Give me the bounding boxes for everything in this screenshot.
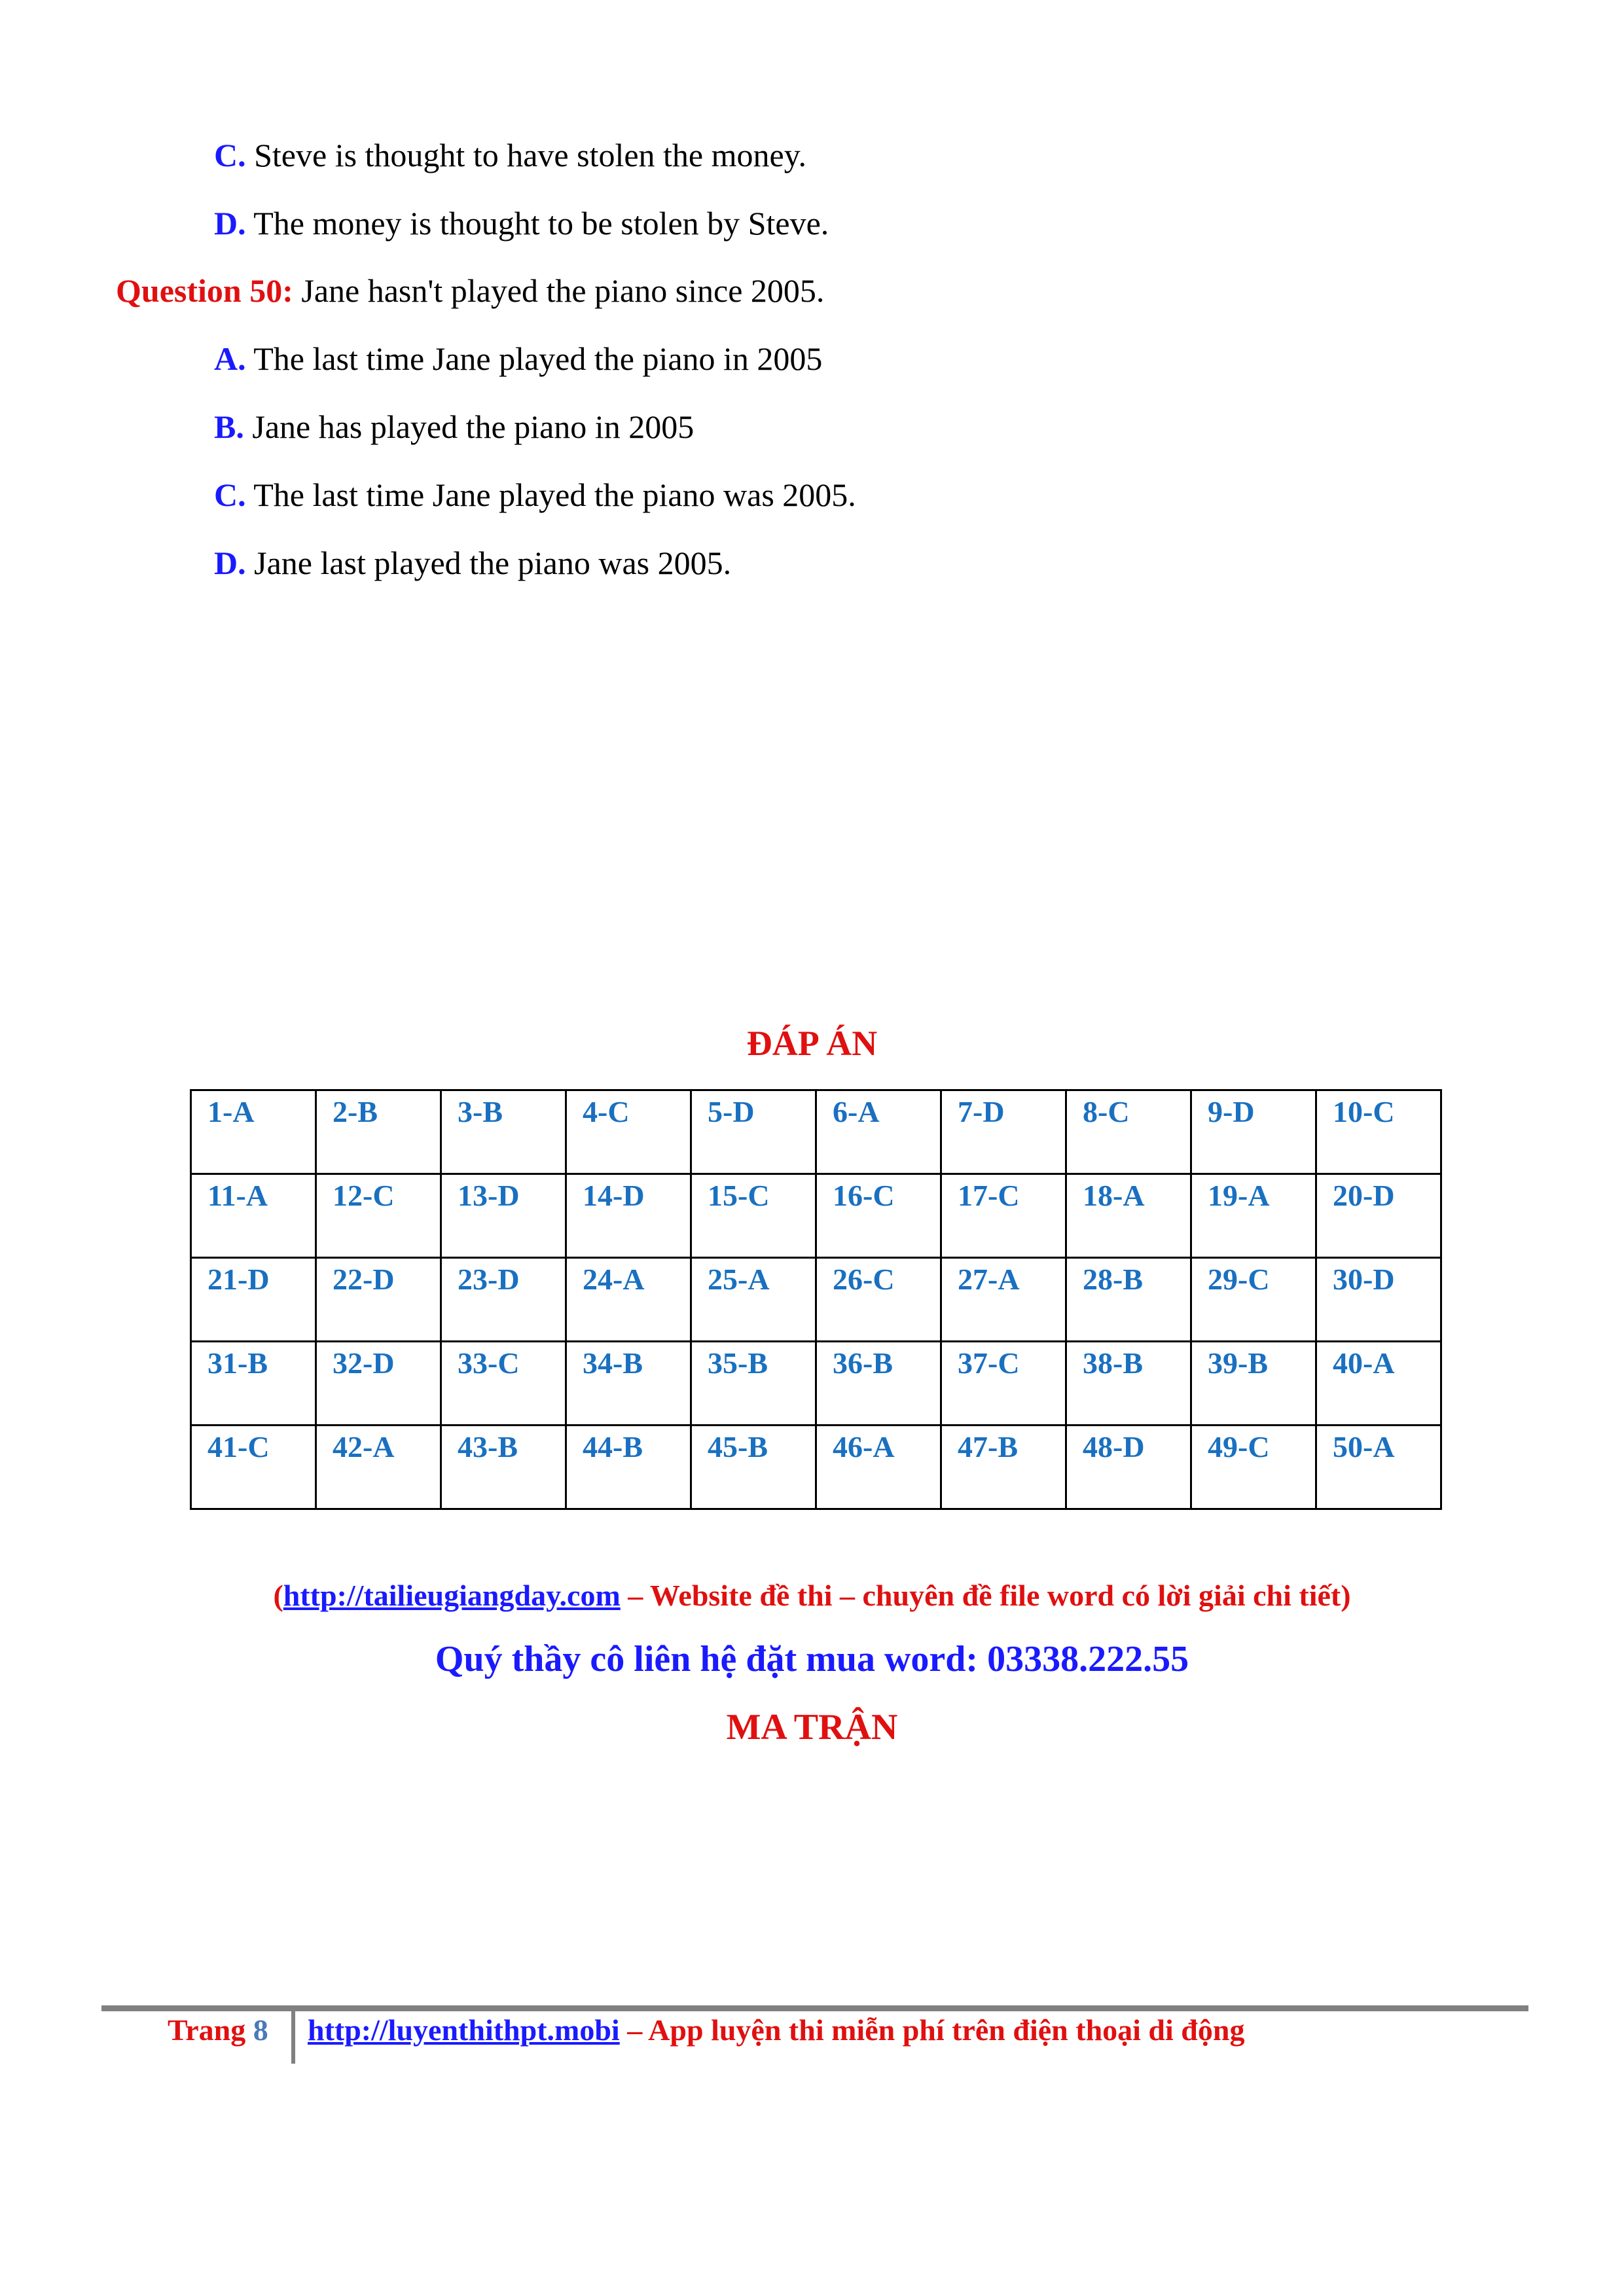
website-description: – Website đề thi – chuyên đề file word có lời giải chi tiết) [620, 1579, 1351, 1612]
answer-cell: 42-A [316, 1426, 441, 1509]
answer-cell: 24-A [566, 1258, 691, 1342]
answer-cell: 26-C [816, 1258, 941, 1342]
answer-cell: 41-C [191, 1426, 316, 1509]
answer-cell: 48-D [1066, 1426, 1191, 1509]
option-text: Steve is thought to have stolen the money. [245, 137, 806, 173]
footer-text [308, 2012, 1244, 2049]
question-label: Question 50: [116, 272, 293, 309]
answer-cell: 21-D [191, 1258, 316, 1342]
answer-cell: 11-A [191, 1174, 316, 1258]
open-paren: ( [273, 1579, 283, 1612]
answer-cell: 19-A [1191, 1174, 1316, 1258]
answer-cell: 22-D [316, 1258, 441, 1342]
answer-cell: 46-A [816, 1426, 941, 1509]
answer-cell: 12-C [316, 1174, 441, 1258]
answer-key-title: ĐÁP ÁN [746, 1024, 878, 1063]
option-text: The last time Jane played the piano was 2005. [245, 476, 856, 513]
question-50 [116, 271, 824, 310]
answer-cell: 9-D [1191, 1090, 1316, 1174]
answer-cell: 25-A [691, 1258, 816, 1342]
contact-line: Quý thầy cô liên hệ đặt mua word: 03338.222.55 [435, 1639, 1189, 1679]
option-letter: A. [214, 340, 246, 377]
answer-cell: 36-B [816, 1342, 941, 1426]
footer-rule [101, 2005, 1528, 2011]
option-letter: D. [214, 205, 246, 242]
table-row [191, 1426, 1441, 1509]
answer-cell: 3-B [441, 1090, 566, 1174]
option-text: The money is thought to be stolen by Steve. [245, 205, 829, 242]
answer-cell: 49-C [1191, 1426, 1316, 1509]
answer-cell: 23-D [441, 1258, 566, 1342]
option-c [214, 475, 856, 514]
option-letter: B. [214, 408, 244, 445]
option-letter: C. [214, 476, 246, 513]
option-b [214, 407, 694, 446]
answer-cell: 37-C [941, 1342, 1066, 1426]
answer-cell: 18-A [1066, 1174, 1191, 1258]
option-text: The last time Jane played the piano in 2005 [245, 340, 823, 377]
option-text: Jane last played the piano was 2005. [245, 545, 732, 581]
option-d [214, 543, 731, 583]
answer-cell: 14-D [566, 1174, 691, 1258]
website-link[interactable]: http://tailieugiangday.com [283, 1579, 621, 1612]
footer-link[interactable]: http://luyenthithpt.mobi [308, 2013, 620, 2047]
answer-cell: 39-B [1191, 1342, 1316, 1426]
answer-cell: 13-D [441, 1174, 566, 1258]
answer-cell: 20-D [1316, 1174, 1441, 1258]
page-number [168, 2012, 268, 2049]
answer-cell: 40-A [1316, 1342, 1441, 1426]
page-number-value: 8 [253, 2013, 268, 2047]
answer-cell: 30-D [1316, 1258, 1441, 1342]
answer-cell: 47-B [941, 1426, 1066, 1509]
answer-cell: 16-C [816, 1174, 941, 1258]
answer-cell: 29-C [1191, 1258, 1316, 1342]
footer-description: – App luyện thi miễn phí trên điện thoại di động [619, 2013, 1245, 2047]
answer-cell: 32-D [316, 1342, 441, 1426]
answer-cell: 2-B [316, 1090, 441, 1174]
answer-cell: 33-C [441, 1342, 566, 1426]
option-letter: D. [214, 545, 246, 581]
answer-cell: 31-B [191, 1342, 316, 1426]
answer-cell: 50-A [1316, 1426, 1441, 1509]
answer-cell: 4-C [566, 1090, 691, 1174]
table-row [191, 1090, 1441, 1174]
answer-cell: 28-B [1066, 1258, 1191, 1342]
answer-cell: 5-D [691, 1090, 816, 1174]
answer-cell: 8-C [1066, 1090, 1191, 1174]
answer-cell: 44-B [566, 1426, 691, 1509]
option-a [214, 339, 822, 378]
option-letter: C. [214, 137, 246, 173]
table-row [191, 1342, 1441, 1426]
answer-cell: 6-A [816, 1090, 941, 1174]
footer-divider [291, 2011, 295, 2064]
website-promo [0, 1577, 1624, 1614]
answer-cell: 17-C [941, 1174, 1066, 1258]
answer-cell: 45-B [691, 1426, 816, 1509]
option-d-prev [214, 204, 829, 243]
answer-cell: 15-C [691, 1174, 816, 1258]
matrix-title: MA TRẬN [726, 1707, 898, 1748]
answer-cell: 10-C [1316, 1090, 1441, 1174]
answer-cell: 7-D [941, 1090, 1066, 1174]
option-text: Jane has played the piano in 2005 [244, 408, 695, 445]
answer-cell: 27-A [941, 1258, 1066, 1342]
answer-key-table [190, 1089, 1442, 1510]
table-row [191, 1258, 1441, 1342]
option-c-prev [214, 135, 806, 175]
answer-cell: 34-B [566, 1342, 691, 1426]
answer-cell: 1-A [191, 1090, 316, 1174]
answer-cell: 43-B [441, 1426, 566, 1509]
page-label: Trang [168, 2013, 253, 2047]
question-text: Jane hasn't played the piano since 2005. [293, 272, 825, 309]
answer-cell: 38-B [1066, 1342, 1191, 1426]
answer-cell: 35-B [691, 1342, 816, 1426]
table-row [191, 1174, 1441, 1258]
